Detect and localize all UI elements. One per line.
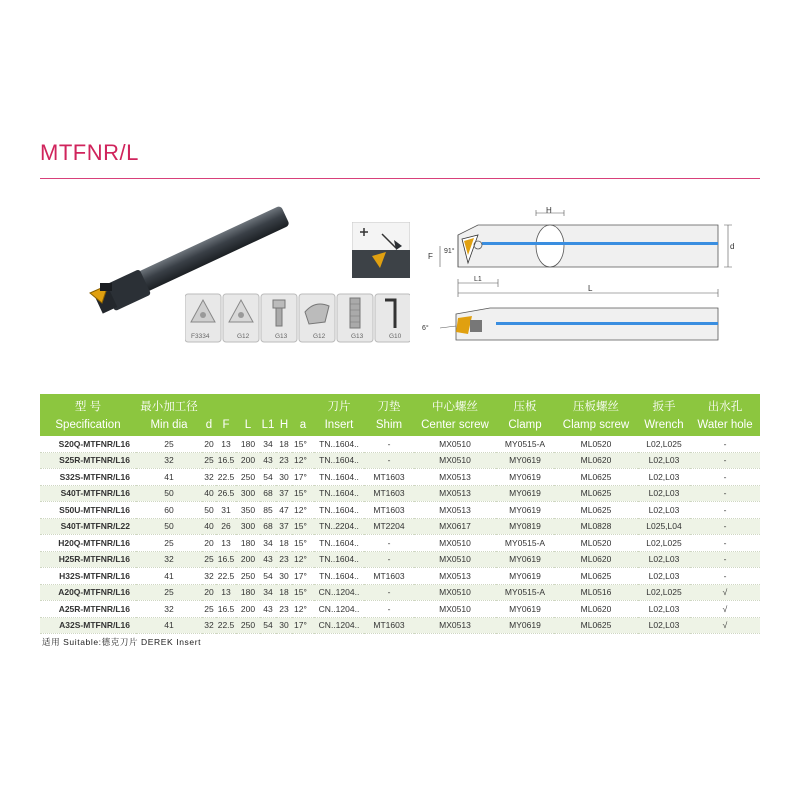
table-cell: √ [690,617,760,634]
header-row-en [40,414,760,436]
table-cell: 17° [292,617,314,634]
table-cell: 30 [276,568,292,585]
table-cell: TN..1604.. [314,502,364,519]
table-cell: 31 [216,502,236,519]
table-cell: √ [690,584,760,601]
triangle-insert-icon [185,294,221,342]
header-row-cn [40,394,760,414]
table-cell: 18 [276,584,292,601]
table-cell: TN..1604.. [314,469,364,486]
table-cell: 54 [260,617,276,634]
table-cell: 40 [202,518,216,535]
col-shim-cn: 刀垫 [377,401,401,413]
table-cell: L02,L03 [638,485,690,502]
table-cell: 41 [136,617,202,634]
page-title: MTFNR/L [40,140,139,165]
specification-table [40,394,760,648]
table-cell: 23 [276,601,292,618]
table-cell: MY0619 [496,551,554,568]
side-view-drawing [418,205,748,300]
clamping-detail-icon [352,222,410,278]
table-cell: 180 [236,535,260,552]
table-cell: 34 [260,584,276,601]
table-cell: 32 [136,601,202,618]
table-cell: 16.5 [216,551,236,568]
table-cell: TN..1604.. [314,485,364,502]
table-cell: MY0619 [496,485,554,502]
table-row [40,535,760,552]
table-cell: MT1603 [364,568,414,585]
col-mindia-cn: 最小加工径 [140,401,198,413]
table-cell: CN..1204.. [314,601,364,618]
col-clampscrew-cn: 压板螺丝 [573,401,619,413]
table-cell: MT1603 [364,502,414,519]
table-cell: 15° [292,436,314,452]
table-cell: 13 [216,584,236,601]
table-cell: - [364,551,414,568]
col-centerscrew: Center screw [421,419,489,431]
table-cell: L02,L025 [638,436,690,452]
table-cell: CN..1204.. [314,617,364,634]
table-cell: - [364,601,414,618]
table-cell: 43 [260,551,276,568]
table-row [40,584,760,601]
table-cell: 15° [292,485,314,502]
col-centerscrew-cn: 中心螺丝 [432,401,478,413]
table-cell: ML0625 [554,617,638,634]
table-cell: MX0513 [414,617,496,634]
table-cell: 20 [202,436,216,452]
table-row [40,551,760,568]
table-cell: - [690,469,760,486]
table-cell: 25 [136,535,202,552]
table-cell: 43 [260,601,276,618]
table-cell: ML0625 [554,469,638,486]
table-cell: 16.5 [216,601,236,618]
title-divider [40,178,760,179]
table-cell: 350 [236,502,260,519]
part-code: G12 [313,333,326,340]
part-code: G10 [389,333,402,340]
table-cell: 300 [236,485,260,502]
col-insert-cn: 刀片 [327,401,351,413]
table-cell: MX0510 [414,551,496,568]
table-cell: - [690,535,760,552]
table-cell: MT1603 [364,469,414,486]
table-cell: - [690,502,760,519]
table-cell: MX0510 [414,584,496,601]
table-cell: MT1603 [364,617,414,634]
dim-L-label: L [588,284,593,293]
table-cell: - [690,452,760,469]
table-cell: 68 [260,518,276,535]
table-cell: 250 [236,469,260,486]
table-cell: 17° [292,469,314,486]
table-cell: 32 [202,469,216,486]
table-cell: ML0828 [554,518,638,535]
table-cell: 30 [276,617,292,634]
table-cell: 50 [202,502,216,519]
table-cell: 85 [260,502,276,519]
table-cell: 300 [236,518,260,535]
table-cell: 12° [292,601,314,618]
table-cell: 250 [236,617,260,634]
table-cell: A32S-MTFNR/L16 [40,617,136,634]
table-cell: ML0520 [554,535,638,552]
table-cell: ML0520 [554,436,638,452]
table-cell: 18 [276,436,292,452]
table-cell: 15° [292,518,314,535]
table-cell: L02,L03 [638,568,690,585]
part-code: G13 [275,333,288,340]
table-cell: MY0515-A [496,535,554,552]
table-row [40,617,760,634]
table-cell: 25 [202,452,216,469]
table-cell: 22.5 [216,568,236,585]
table-cell: MY0619 [496,469,554,486]
table-cell: 25 [202,601,216,618]
table-cell: 15° [292,584,314,601]
table-cell: MX0617 [414,518,496,535]
table-cell: 12° [292,551,314,568]
col-waterhole-cn: 出水孔 [707,401,743,413]
table-cell: CN..1204.. [314,584,364,601]
table-cell: - [364,436,414,452]
table-cell: 54 [260,568,276,585]
table-cell: ML0620 [554,452,638,469]
table-cell: S32S-MTFNR/L16 [40,469,136,486]
table-cell: 200 [236,601,260,618]
table-cell: L025,L04 [638,518,690,535]
table-cell: 18 [276,535,292,552]
shim-icon [223,294,259,342]
dim-F-label: F [428,252,433,261]
col-clamp-cn: 压板 [513,401,537,413]
table-cell: MX0513 [414,568,496,585]
table-cell: TN..1604.. [314,452,364,469]
table-cell: 32 [136,551,202,568]
table-row [40,452,760,469]
table-cell: MX0510 [414,436,496,452]
table-cell: A20Q-MTFNR/L16 [40,584,136,601]
table-cell: S40T-MTFNR/L22 [40,518,136,535]
table-cell: 37 [276,518,292,535]
col-insert: Insert [324,419,354,431]
table-cell: 54 [260,469,276,486]
table-cell: TN..1604.. [314,551,364,568]
table-cell: 50 [136,485,202,502]
table-cell: 20 [202,584,216,601]
footnote: 适用 Suitable:德克刀片 DEREK Insert [42,637,202,647]
table-cell: MX0510 [414,535,496,552]
table-cell: MX0510 [414,601,496,618]
col-L1: L1 [261,419,275,431]
table-cell: 50 [136,518,202,535]
table-cell: MT1603 [364,485,414,502]
table-cell: 30 [276,469,292,486]
dim-L1-label: L1 [474,276,482,283]
table-cell: L02,L03 [638,452,690,469]
table-cell: 41 [136,568,202,585]
table-cell: TN..1604.. [314,568,364,585]
table-cell: 12° [292,452,314,469]
table-cell: MY0619 [496,502,554,519]
col-clamp: Clamp [508,419,542,431]
table-cell: 250 [236,568,260,585]
table-cell: 180 [236,436,260,452]
table-cell: MX0513 [414,469,496,486]
table-cell: 13 [216,436,236,452]
table-cell: 37 [276,485,292,502]
table-cell: 13 [216,535,236,552]
center-screw-icon [261,294,297,342]
wrench-icon [375,294,410,342]
table-cell: 60 [136,502,202,519]
table-cell: MY0515-A [496,584,554,601]
table-cell: 23 [276,452,292,469]
table-cell: ML0516 [554,584,638,601]
table-cell: MX0510 [414,452,496,469]
table-cell: L02,L025 [638,535,690,552]
col-shim: Shim [375,419,403,431]
table-cell: MY0619 [496,617,554,634]
table-cell: - [690,518,760,535]
table-cell: - [690,436,760,452]
table-cell: S50U-MTFNR/L16 [40,502,136,519]
table-cell: 43 [260,452,276,469]
table-cell: √ [690,601,760,618]
table-cell: 47 [276,502,292,519]
table-cell: L02,L03 [638,551,690,568]
table-cell: 15° [292,535,314,552]
col-waterhole: Water hole [697,419,753,431]
table-cell: - [690,568,760,585]
table-cell: H20Q-MTFNR/L16 [40,535,136,552]
table-cell: L02,L025 [638,584,690,601]
col-clampscrew: Clamp screw [562,419,630,431]
table-cell: 26.5 [216,485,236,502]
col-L: L [244,419,252,431]
table-cell: 32 [202,617,216,634]
table-cell: L02,L03 [638,469,690,486]
table-row [40,502,760,519]
table-cell: S20Q-MTFNR/L16 [40,436,136,452]
table-cell: 180 [236,584,260,601]
table-cell: H32S-MTFNR/L16 [40,568,136,585]
table-cell: 200 [236,551,260,568]
table-cell: TN..1604.. [314,535,364,552]
col-mindia: Min dia [150,419,188,431]
part-code: G12 [237,333,250,340]
table-cell: 22.5 [216,617,236,634]
table-cell: L02,L03 [638,617,690,634]
table-cell: 32 [136,452,202,469]
table-cell: - [364,535,414,552]
table-cell: TN..1604.. [314,436,364,452]
table-cell: TN..2204.. [314,518,364,535]
part-code: F3334 [191,333,210,340]
table-cell: 25 [202,551,216,568]
table-cell: MT2204 [364,518,414,535]
spare-parts-row [185,292,410,344]
table-cell: 25 [136,436,202,452]
table-cell: MY0515-A [496,436,554,452]
table-row [40,518,760,535]
table-cell: MY0619 [496,568,554,585]
table-cell: MX0513 [414,502,496,519]
col-a: a [299,419,307,431]
table-cell: - [690,551,760,568]
table-cell: ML0625 [554,485,638,502]
table-cell: 16.5 [216,452,236,469]
table-cell: MX0513 [414,485,496,502]
table-cell: ML0625 [554,568,638,585]
table-row [40,436,760,452]
col-wrench: Wrench [644,419,684,431]
table-cell: 12° [292,502,314,519]
table-cell: ML0620 [554,551,638,568]
dim-d-label: d [730,242,735,251]
top-view-drawing [418,300,748,350]
dim-a-label: 6° [422,325,429,332]
table-cell: ML0620 [554,601,638,618]
col-H: H [279,419,289,431]
table-cell: 20 [202,535,216,552]
col-spec: Specification [55,419,121,431]
table-cell: 25 [136,584,202,601]
table-cell: S25R-MTFNR/L16 [40,452,136,469]
col-d: d [205,419,213,431]
table-cell: 41 [136,469,202,486]
table-cell: 32 [202,568,216,585]
table-cell: L02,L03 [638,502,690,519]
table-row [40,568,760,585]
table-row [40,469,760,486]
table-cell: S40T-MTFNR/L16 [40,485,136,502]
table-cell: 17° [292,568,314,585]
table-cell: 34 [260,535,276,552]
dim-angle-label: 91° [444,248,455,255]
table-cell: 40 [202,485,216,502]
table-row [40,601,760,618]
table-cell: MY0619 [496,452,554,469]
table-cell: - [364,584,414,601]
col-spec-cn: 型 号 [74,401,102,413]
dim-H-label: H [546,206,552,215]
table-cell: H25R-MTFNR/L16 [40,551,136,568]
table-cell: ML0625 [554,502,638,519]
table-cell: L02,L03 [638,601,690,618]
table-cell: 26 [216,518,236,535]
table-cell: - [364,452,414,469]
table-cell: MY0819 [496,518,554,535]
col-wrench-cn: 扳手 [652,401,676,413]
table-cell: 68 [260,485,276,502]
col-F: F [222,419,230,431]
table-cell: 23 [276,551,292,568]
table-row [40,485,760,502]
clamp-screw-icon [337,294,373,342]
table-cell: - [690,485,760,502]
table-cell: A25R-MTFNR/L16 [40,601,136,618]
table-cell: MY0619 [496,601,554,618]
table-cell: 34 [260,436,276,452]
clamp-icon [299,294,335,342]
table-cell: 200 [236,452,260,469]
part-code: G13 [351,333,364,340]
table-cell: 22.5 [216,469,236,486]
